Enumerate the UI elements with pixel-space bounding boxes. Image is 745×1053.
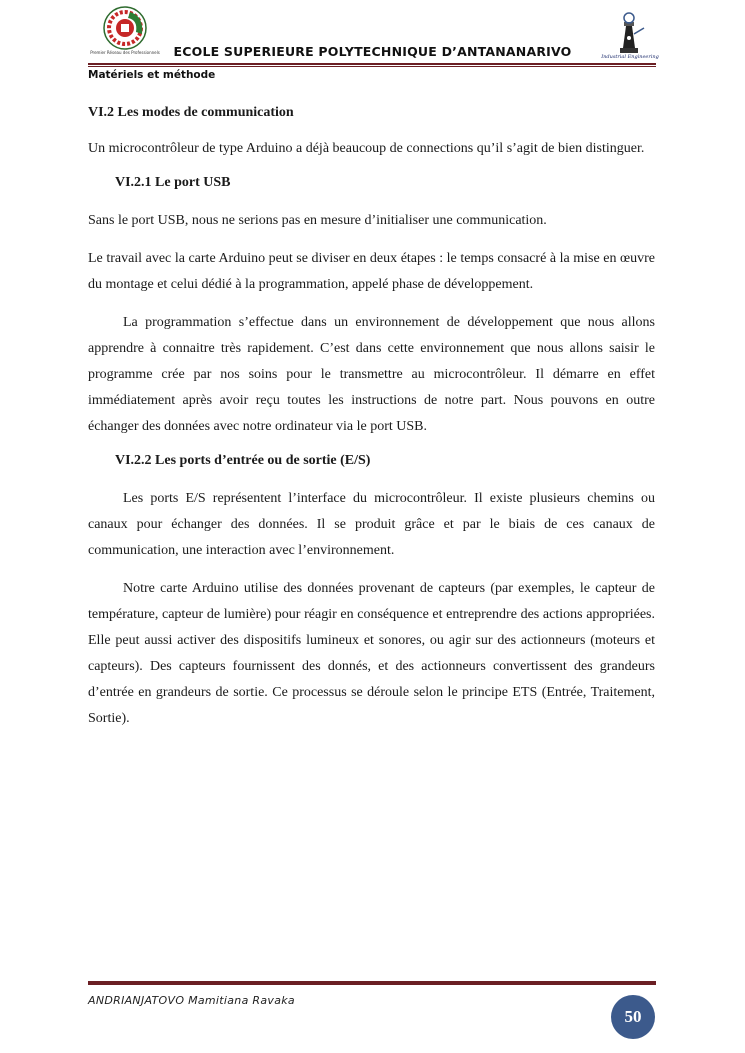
chapter-title: Matériels et méthode: [88, 69, 216, 81]
page-number: 50: [624, 1007, 642, 1026]
logo-right-caption: Industrial Engineering: [601, 54, 659, 60]
school-name: ECOLE SUPERIEURE POLYTECHNIQUE D’ANTANANARIVO: [173, 44, 572, 59]
section-title: VI.2 Les modes de communication: [88, 105, 294, 120]
section-intro: Un microcontrôleur de type Arduino a déjà beaucoup de connections qu’il s’agit de bien distinguer.: [88, 141, 645, 156]
usb-paragraph-3: La programmation s’effectue dans un environnement de développement que nous allons apprendre à connaitre très rapidement. C’est dans cette environnement que nous allons saisir le programme crée par nos soins pour le transmettre au microcontrôleur. Il démarre en effet immédiatement après avoir reçu toutes les instructions de notre part. Nous pouvons en outre échanger des données avec notre ordinateur via le port USB.: [88, 315, 655, 434]
footer-rule: [88, 981, 656, 985]
author-name: ANDRIANJATOVO Mamitiana Ravaka: [88, 994, 295, 1007]
es-paragraph-1: Les ports E/S représentent l’interface du microcontrôleur. Il existe plusieurs chemins ou canaux pour échanger des données. Il se produit grâce et par le biais de ces canaux de communication, une interaction avec l’environnement.: [88, 491, 655, 558]
subsection-usb-title: VI.2.1 Le port USB: [115, 175, 231, 190]
usb-paragraph-1: Sans le port USB, nous ne serions pas en mesure d’initialiser une communication.: [88, 213, 547, 228]
usb-paragraph-2: Le travail avec la carte Arduino peut se diviser en deux étapes : le temps consacré à la mise en œuvre du montage et celui dédié à la programmation, appelé phase de développement.: [88, 251, 655, 292]
page-number-badge: [611, 995, 655, 1039]
header-rule-thin: [88, 66, 656, 67]
subsection-es-title: VI.2.2 Les ports d’entrée ou de sortie (E/S): [115, 453, 371, 468]
page-body: [88, 100, 655, 744]
engineering-logo: [601, 8, 659, 60]
logo-left-caption: Premier Réseau des Professionnels: [90, 50, 160, 55]
header-rule: [88, 63, 656, 65]
es-paragraph-2: Notre carte Arduino utilise des données provenant de capteurs (par exemples, le capteur de température, capteur de lumière) pour réagir en conséquence et entreprendre des actions appropriées. Elle peut aussi activer des dispositifs lumineux et sonores, ou agir sur des actionneurs (moteurs et capteurs). Des capteurs fournissent des donnés, et des actionneurs convertissent des grandeurs d’entrée en grandeurs de sortie. Ce processus se déroule selon le principe ETS (Entrée, Traitement, Sortie).: [88, 581, 655, 726]
